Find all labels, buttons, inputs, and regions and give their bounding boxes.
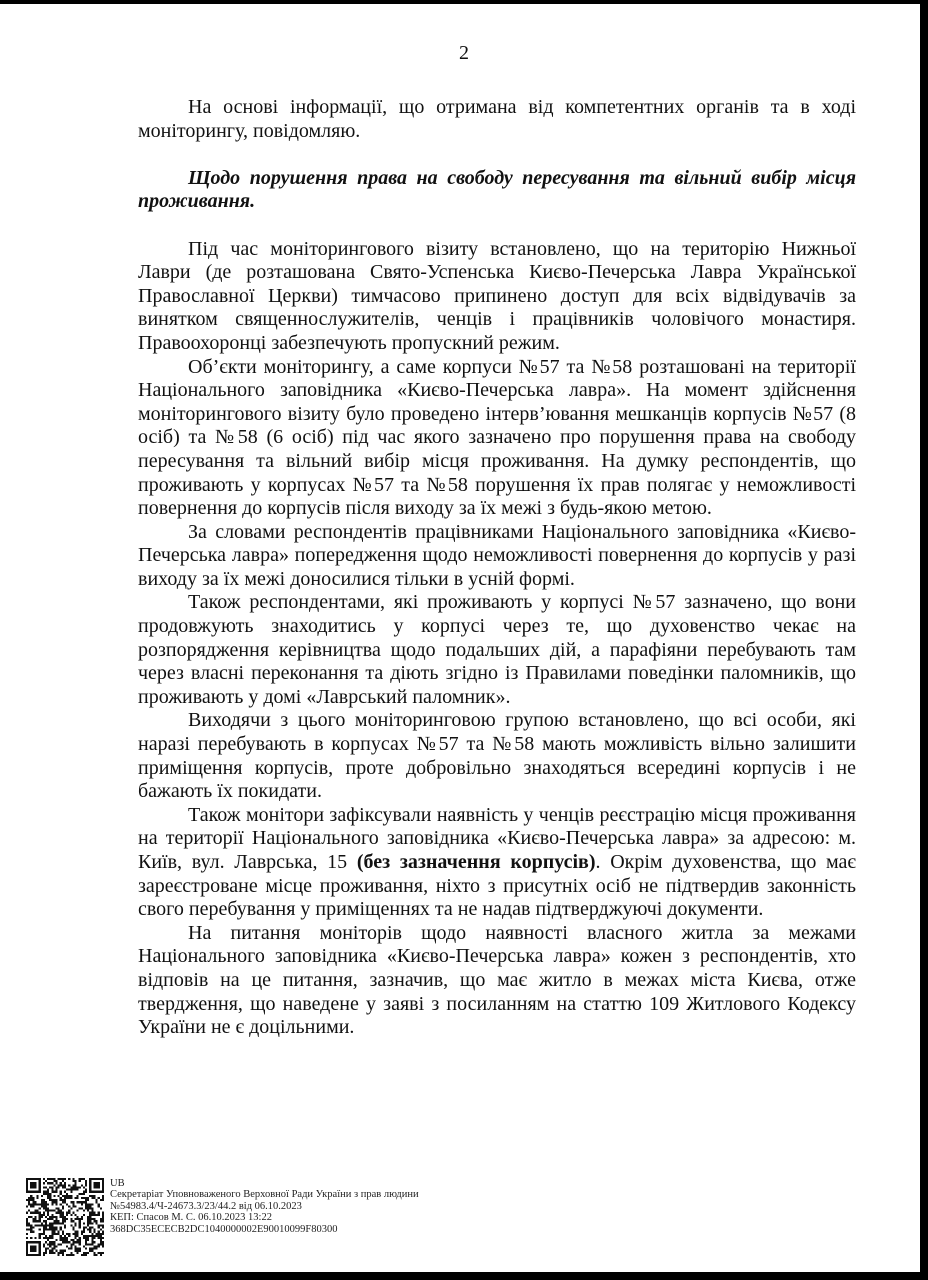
intro-paragraph: На основі інформації, що отримана від компетентних органів та в ході моніторингу, повідомляю. bbox=[138, 96, 856, 142]
electronic-signature-stamp bbox=[26, 1178, 506, 1258]
paragraph-housing: На питання моніторів щодо наявності власного житла за межами Національного заповідника «Києво-Печерська лавра» кожен з респондентів, хто відповів на це питання, зазначив, що має житло в межах міста Києва, отже твердження, що наведене у заяві з посиланням на статтю 109 Житлового Кодексу України не є доцільними. bbox=[138, 921, 856, 1039]
document-body bbox=[138, 96, 856, 1040]
paragraph-access: Під час моніторингового візиту встановлено, що на територію Нижньої Лаври (де розташована Свято-Успенська Києво-Печерська Лавра Української Православної Церкви) тимчасово припинено доступ для всіх відвідувачів за винятком священнослужителів, ченців і працівників чоловічого монастиря. Правоохоронці забезпечують пропускний режим. bbox=[138, 237, 856, 354]
stamp-code: UB bbox=[110, 1178, 125, 1189]
paragraph-conclusion: Виходячи з цього моніторинговою групою встановлено, що всі особи, які наразі перебувають в корпусах №57 та №58 мають можливість вільно залишити приміщення корпусів, проте добровільно знаходяться всередині корпусів і не бажають їх покидати. bbox=[138, 709, 856, 803]
qr-code-icon bbox=[26, 1178, 104, 1256]
page-frame-bottom bbox=[0, 1272, 928, 1280]
paragraph-objects: Об’єкти моніторингу, а саме корпуси №57 та №58 розташовані на території Національного заповідника «Києво-Печерська лавра». На момент здійснення моніторингового візиту було проведено інтерв’ювання мешканців корпусів №57 (8 осіб) та №58 (6 осіб) під час якого зазначено про порушення права на свободу пересування та вільний вибір місця проживання. На думку респондентів, що проживають у корпусах №57 та №58 порушення їх прав полягає у неможливості повернення до корпусів після виходу за їх межі з будь-якою метою. bbox=[138, 355, 856, 520]
paragraph-building-57: Також респондентами, які проживають у корпусі №57 зазначено, що вони продовжують знаходитись у корпусі через те, що духовенство чекає на розпорядження керівництва щодо подальших дій, а парафіяни перебувають там через власні переконання та діють згідно із Правилами поведінки паломників, що проживають у домі «Лаврський паломник». bbox=[138, 591, 856, 708]
page-frame-top bbox=[0, 0, 928, 4]
stamp-text bbox=[110, 1178, 510, 1235]
page-frame-right bbox=[920, 0, 928, 1280]
stamp-organization: Секретаріат Уповноваженого Верховної Ради України з прав людини bbox=[110, 1189, 419, 1201]
registration-text-after: . Окрім духовенства, що має зареєстроване місце проживання, ніхто з присутніх осіб не підтвердив законність свого перебування у приміщеннях та не надав підтверджуючі документи. bbox=[138, 851, 857, 921]
stamp-hash: 368DC35ECECB2DC1040000002E90010099F80300 bbox=[110, 1223, 338, 1235]
stamp-signature: КЕП: Спасов М. С. 06.10.2023 13:22 bbox=[110, 1212, 272, 1224]
page-number: 2 bbox=[459, 42, 469, 64]
paragraph-registration bbox=[138, 804, 856, 922]
registration-text-bold: (без зазначення корпусів) bbox=[356, 851, 596, 873]
registration-text-before: Також монітори зафіксували наявність у ченців реєстрацію місця проживання на території Національного заповідника «Києво-Печерська лавра» за адресою: м. Київ, вул. Лаврська, 15 bbox=[138, 803, 856, 873]
stamp-registration-number: №54983.4/Ч-24673.3/23/44.2 від 06.10.2023 bbox=[110, 1200, 302, 1212]
paragraph-warnings: За словами респондентів працівниками Національного заповідника «Києво-Печерська лавра» попередження щодо неможливості повернення до корпусів у разі виходу за їх межі доносилися тільки в усній формі. bbox=[138, 520, 856, 590]
section-heading: Щодо порушення права на свободу пересування та вільний вибір місця проживання. bbox=[138, 166, 856, 213]
